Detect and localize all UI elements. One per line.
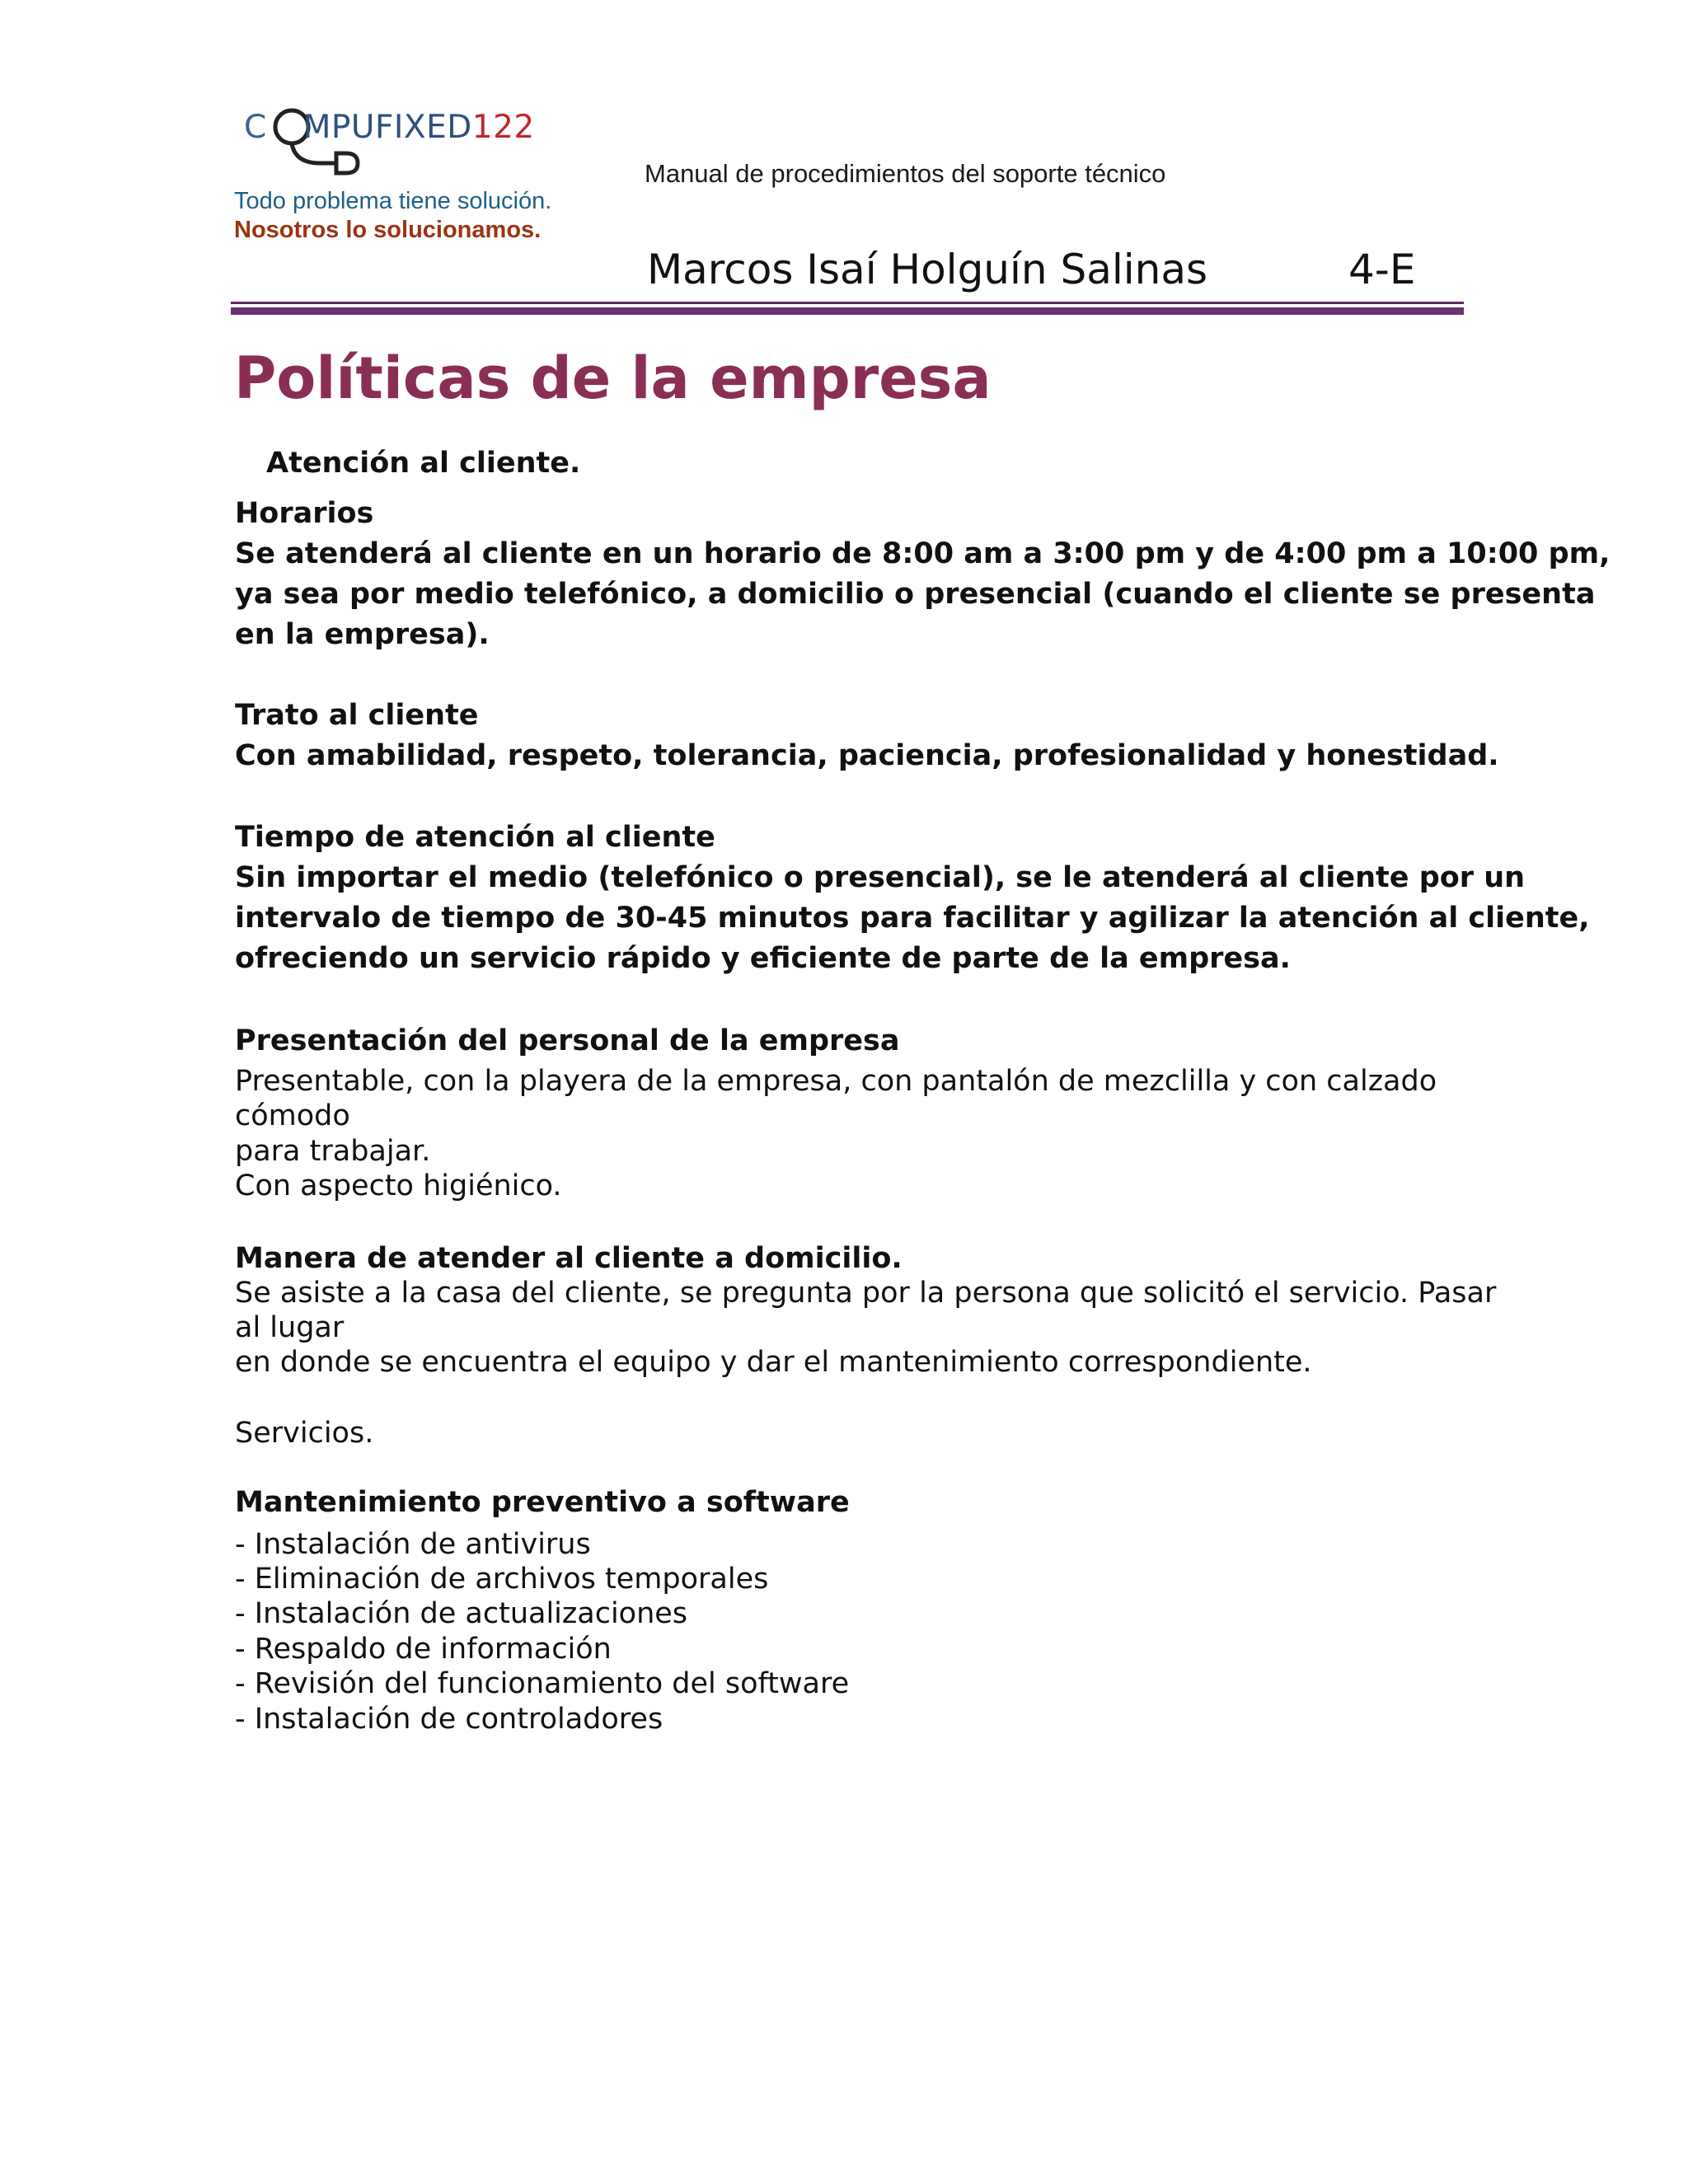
paragraph-line: ya sea por medio telefónico, a domicilio o presencial (cuando el cliente se presenta (235, 578, 1596, 611)
paragraph-line: Presentable, con la playera de la empresa, con pantalón de mezclilla y con calzado (235, 1065, 1437, 1098)
page-title: Políticas de la empresa (234, 344, 992, 412)
header-divider-thick (231, 307, 1464, 315)
paragraph-line: Con aspecto higiénico. (235, 1169, 562, 1202)
paragraph-line: Se asiste a la casa del cliente, se pregunta por la persona que solicitó el servicio. Pasar (235, 1277, 1497, 1310)
list-item: - Respaldo de información (235, 1633, 612, 1666)
header-divider-thin (231, 302, 1464, 304)
list-item: - Revisión del funcionamiento del software (235, 1667, 850, 1700)
heading-mantenimiento: Mantenimiento preventivo a software (235, 1486, 850, 1519)
logo-tagline-primary: Todo problema tiene solución. (234, 188, 552, 214)
list-item: - Eliminación de archivos temporales (235, 1563, 769, 1596)
manual-title: Manual de procedimientos del soporte técnico (645, 159, 1166, 188)
heading-trato: Trato al cliente (235, 699, 479, 732)
author-name: Marcos Isaí Holguín Salinas (647, 246, 1208, 293)
heading-presentacion: Presentación del personal de la empresa (235, 1024, 900, 1057)
section-intro: Atención al cliente. (266, 447, 581, 480)
list-item: - Instalación de antivirus (235, 1528, 591, 1561)
company-logo (237, 97, 535, 188)
paragraph-line: cómodo (235, 1099, 350, 1132)
heading-domicilio: Manera de atender al cliente a domicilio. (235, 1242, 903, 1275)
paragraph-line: Se atenderá al cliente en un horario de 8:00 am a 3:00 pm y de 4:00 pm a 10:00 pm, (235, 537, 1611, 570)
paragraph-line: en la empresa). (235, 618, 490, 651)
list-item: - Instalación de actualizaciones (235, 1597, 688, 1630)
paragraph-line: para trabajar. (235, 1135, 431, 1168)
logo-wordmark: C MPUFIXED122 (244, 109, 535, 146)
group-label: 4-E (1348, 246, 1416, 293)
paragraph-line: al lugar (235, 1311, 345, 1344)
heading-horarios: Horarios (235, 497, 374, 530)
servicios-label: Servicios. (235, 1417, 374, 1450)
paragraph-line: ofreciendo un servicio rápido y eficiente de parte de la empresa. (235, 942, 1291, 975)
paragraph-line: intervalo de tiempo de 30-45 minutos para facilitar y agilizar la atención al cliente, (235, 902, 1590, 935)
heading-tiempo: Tiempo de atención al cliente (235, 821, 715, 854)
paragraph-line: Con amabilidad, respeto, tolerancia, paciencia, profesionalidad y honestidad. (235, 739, 1499, 772)
list-item: - Instalación de controladores (235, 1703, 663, 1736)
paragraph-line: Sin importar el medio (telefónico o presencial), se le atenderá al cliente por un (235, 861, 1526, 894)
logo-tagline-secondary: Nosotros lo solucionamos. (234, 217, 542, 243)
paragraph-line: en donde se encuentra el equipo y dar el mantenimiento correspondiente. (235, 1346, 1312, 1379)
